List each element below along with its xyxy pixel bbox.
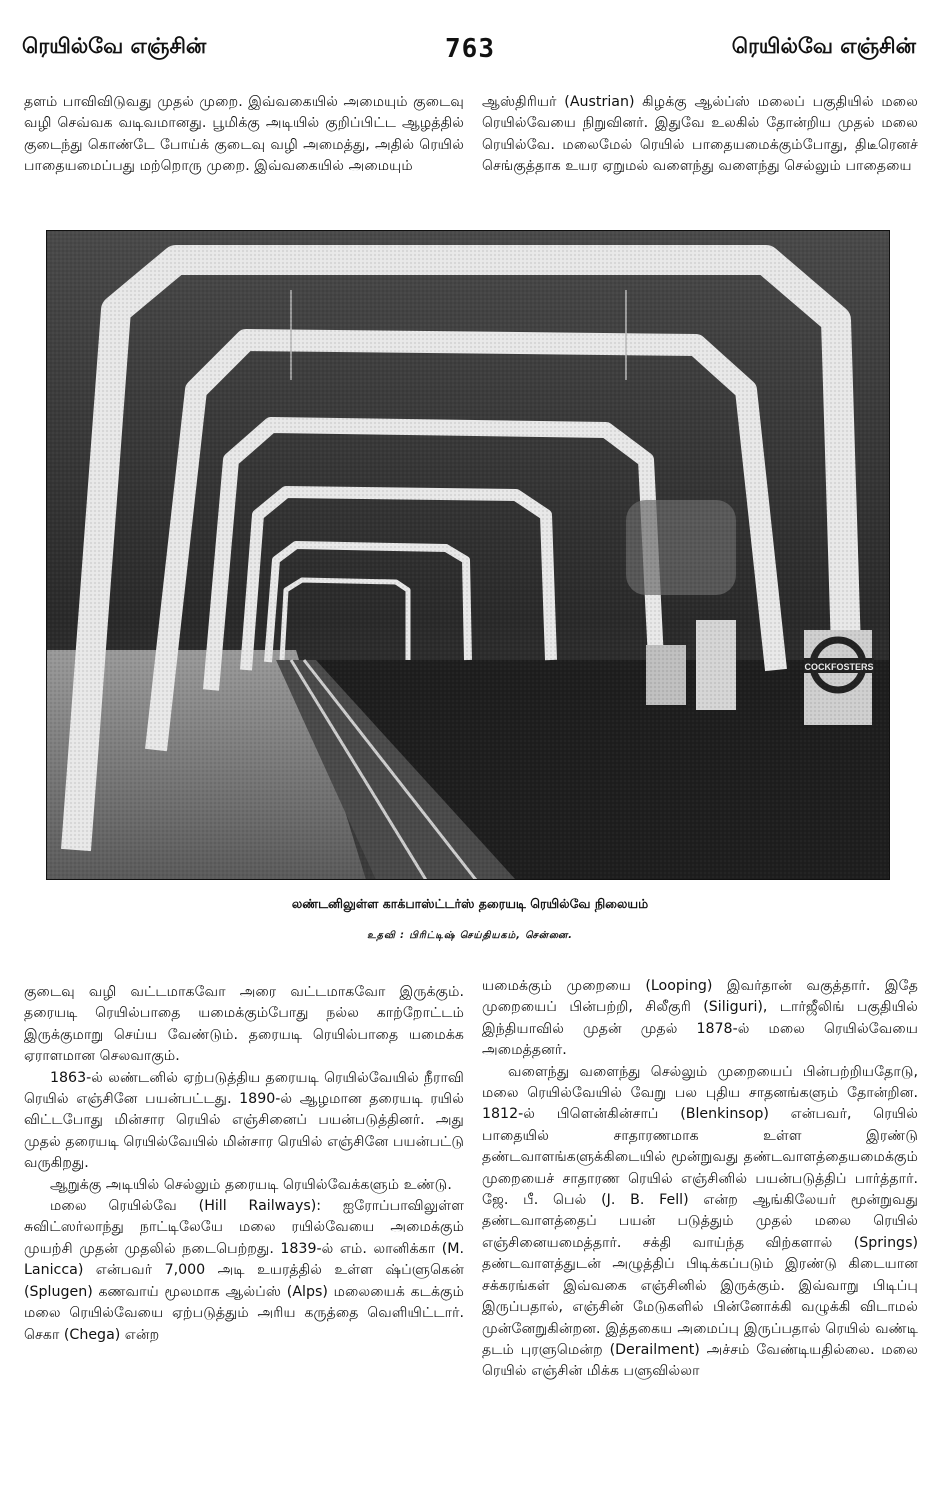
top-right-column: [482, 92, 918, 178]
paragraph: ஆறுக்கு அடியில் செல்லும் தரையடி ரெயில்வேக்களும் உண்டு.: [50, 1176, 452, 1193]
top-left-column: [24, 92, 464, 178]
underground-station-illustration: [46, 230, 890, 880]
page-number: 763: [445, 34, 495, 64]
figure-credit: உதவி : பிரிட்டிஷ் செய்தியகம், சென்னை.: [367, 930, 573, 941]
paragraph: 1863-ல் லண்டனில் ஏற்படுத்திய தரையடி ரெயில்வேயில் நீராவி ரெயில் எஞ்சினே பயன்பட்டது. 1890-ல் ஆழமான தரையடி ரயில் விட்டபோது மின்சார ரெயில் எஞ்சினைப் பயன்படுத்தினர். அது முதல் தரையடி ரெயில்வேயில் மின்சார ரெயில் எஞ்சினே பயன்பட்டு வருகிறது.: [24, 1069, 464, 1172]
paragraph: யமைக்கும் முறையை (Looping) இவர்தான் வகுத்தார். இதே முறையைப் பின்பற்றி, சிலீகுரி (Siliguri), டார்ஜீலிங் பகுதியில் இந்தியாவில் முதன் முதல் 1878-ல் மலை ரெயில்வேயை அமைத்தனர்.: [482, 978, 918, 1059]
paragraph: ஆஸ்திரியர் (Austrian) கிழக்கு ஆல்ப்ஸ் மலைப் பகுதியில் மலை ரெயில்வேயை நிறுவினர். இதுவே உலகில் தோன்றிய முதல் மலை ரெயில்வே. மலைமேல் ரெயில் பாதையமைக்கும்போது, திடீரெனச் செங்குத்தாக உயர ஏறுமல் வளைந்து வளைந்து செல்லும் பாதையை: [482, 94, 918, 175]
paragraph: வளைந்து வளைந்து செல்லும் முறையைப் பின்பற்றியதோடு, மலை ரெயில்வேயில் வேறு பல புதிய சாதனங்களும் தோன்றின. 1812-ல் பிளென்கின்சாப் (Blenkinsop) என்பவர், ரெயில் பாதையில் சாதாரணமாக உள்ள இரண்டு தண்டவாளங்களுக்கிடையில் மூன்றுவது தண்டவாளத்தையமைக்கும் முறையைச் சாதாரண ரெயில் எஞ்சினில் பயன்படுத்திப் பார்த்தார். ஜே. பீ. பெல் (J. B. Fell) என்ற ஆங்கிலேயர் மூன்றுவது தண்டவாளத்தைப் பயன் படுத்தும் முதல் மலை ரெயில் எஞ்சினையமைத்தார். சக்தி வாய்ந்த விற்களால் (Springs) தண்டவாளத்துடன் அழுத்திப் பிடிக்கப்படும் இரண்டு கிடையான சக்கரங்கள் இவ்வகை எஞ்சினில் இருக்கும். இவ்வாறு பிடிப்பு இருப்பதால், எஞ்சின் மேடுகளில் பின்னோக்கி வழுக்கி விடாமல் முன்னேறுகின்றன. இத்தகைய அமைப்பு இருப்பதால் ரெயில் வண்டி தடம் புரளுமென்ற (Derailment) அச்சம் வேண்டியதில்லை. மலை ரெயில் எஞ்சின் மிக்க பளுவில்லா: [482, 1063, 918, 1380]
paragraph: தளம் பாவிவிடுவது முதல் முறை. இவ்வகையில் அமையும் குடைவு வழி செவ்வக வடிவமானது. பூமிக்கு அடியில் குறிப்பிட்ட ஆழத்தில் குடைந்து கொண்டே போய்க் குடைவு வழி அமைத்து, அதில் ரெயில் பாதையமைப்பது மற்றொரு முறை. இவ்வகையில் அமையும்: [24, 94, 464, 175]
bottom-left-column: [24, 982, 464, 1346]
running-head-left: ரெயில்வே எஞ்சின்: [22, 34, 207, 58]
paragraph: குடைவு வழி வட்டமாகவோ அரை வட்டமாகவோ இருக்கும். தரையடி ரெயில்பாதை யமைக்கும்போது நல்ல காற்றோட்டம் இருக்குமாறு செய்ய வேண்டும். தரையடி ரெயில்பாதை யமைக்க ஏராளமான செலவாகும்.: [24, 984, 464, 1065]
running-head-right: ரெயில்வே எஞ்சின்: [731, 34, 916, 58]
figure-caption: லண்டனிலுள்ள காக்பாஸ்ட்டர்ஸ் தரையடி ரெயில்வே நிலையம்: [291, 896, 649, 911]
bottom-right-column: [482, 976, 918, 1383]
paragraph: மலை ரெயில்வே (Hill Railways): ஐரோப்பாவிலுள்ள சுவிட்ஸர்லாந்து நாட்டிலேயே மலை ரயில்வேயை அமைக்கும் முயற்சி முதன் முதலில் நடைபெற்றது. 1839-ல் எம். லானிக்கா (M. Lanicca) என்பவர் 7,000 அடி உயரத்தில் உள்ள ஷ்ப்ளுகென் (Splugen) கணவாய் மூலமாக ஆல்ப்ஸ் (Alps) மலையைக் கடக்கும் மலை ரெயில்வேயை ஏற்படுத்தும் அரிய கருத்தை வெளியிட்டார். செகா (Chega) என்ற: [24, 1198, 464, 1343]
station-photo: [46, 230, 890, 880]
